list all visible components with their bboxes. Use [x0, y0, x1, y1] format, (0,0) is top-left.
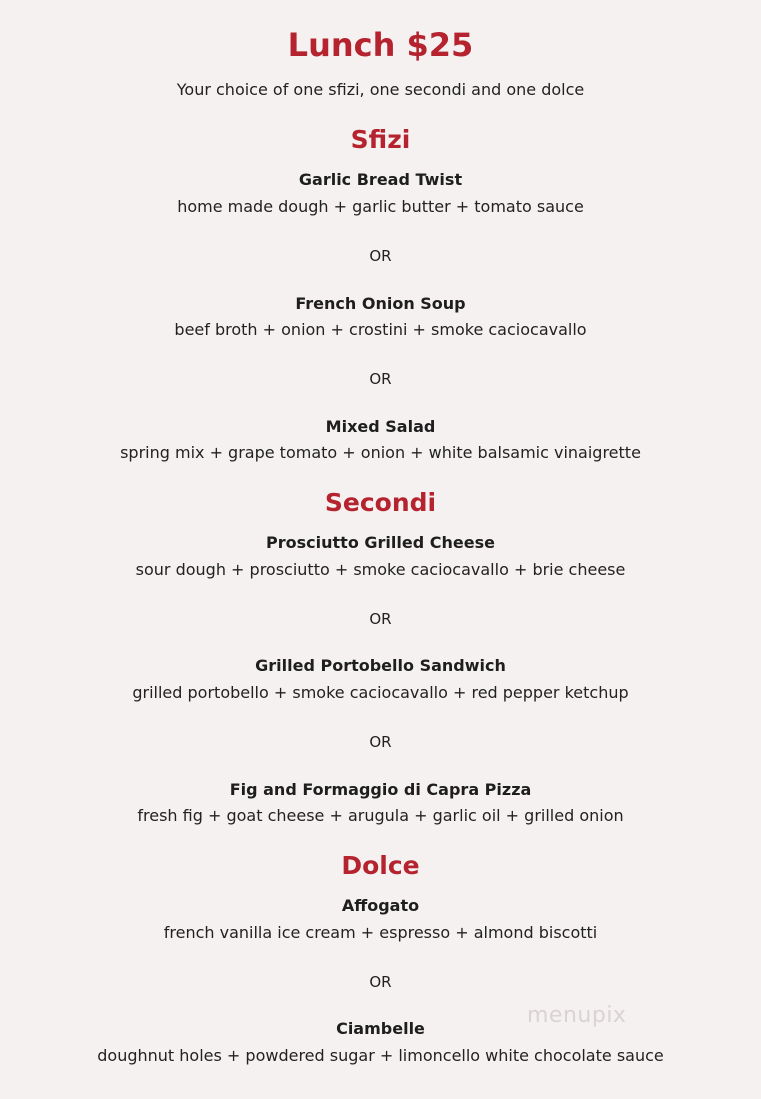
menu-title: Lunch $25: [287, 26, 474, 64]
section-heading-secondi: Secondi: [324, 488, 437, 517]
watermark-logo: menupix: [527, 1003, 627, 1028]
dish-description: grilled portobello + smoke caciocavallo + red pepper ketchup: [132, 683, 629, 702]
or-divider: OR: [369, 247, 392, 265]
section-heading-dolce: Dolce: [341, 851, 420, 880]
dish-description: home made dough + garlic butter + tomato sauce: [177, 197, 584, 216]
dish-description: sour dough + prosciutto + smoke caciocavallo + brie cheese: [135, 560, 626, 579]
dish-description: fresh fig + goat cheese + arugula + garlic oil + grilled onion: [137, 806, 624, 825]
or-divider: OR: [369, 370, 392, 388]
dish-name: Prosciutto Grilled Cheese: [266, 533, 495, 552]
dish-description: doughnut holes + powdered sugar + limoncello white chocolate sauce: [97, 1046, 664, 1065]
or-divider: OR: [369, 610, 392, 628]
dish-description: spring mix + grape tomato + onion + white balsamic vinaigrette: [120, 443, 641, 462]
dish-description: beef broth + onion + crostini + smoke caciocavallo: [174, 320, 587, 339]
menu-subtitle: Your choice of one sfizi, one secondi and one dolce: [176, 80, 585, 99]
section-heading-sfizi: Sfizi: [350, 125, 411, 154]
or-divider: OR: [369, 973, 392, 991]
dish-name: Grilled Portobello Sandwich: [255, 656, 506, 675]
dish-name: French Onion Soup: [295, 294, 466, 313]
dish-name: Garlic Bread Twist: [298, 170, 463, 189]
dish-name: Affogato: [341, 896, 420, 915]
dish-name: Fig and Formaggio di Capra Pizza: [229, 780, 532, 799]
dish-name: Mixed Salad: [325, 417, 436, 436]
dish-description: french vanilla ice cream + espresso + almond biscotti: [163, 923, 598, 942]
dish-name: Ciambelle: [336, 1019, 425, 1038]
or-divider: OR: [369, 733, 392, 751]
